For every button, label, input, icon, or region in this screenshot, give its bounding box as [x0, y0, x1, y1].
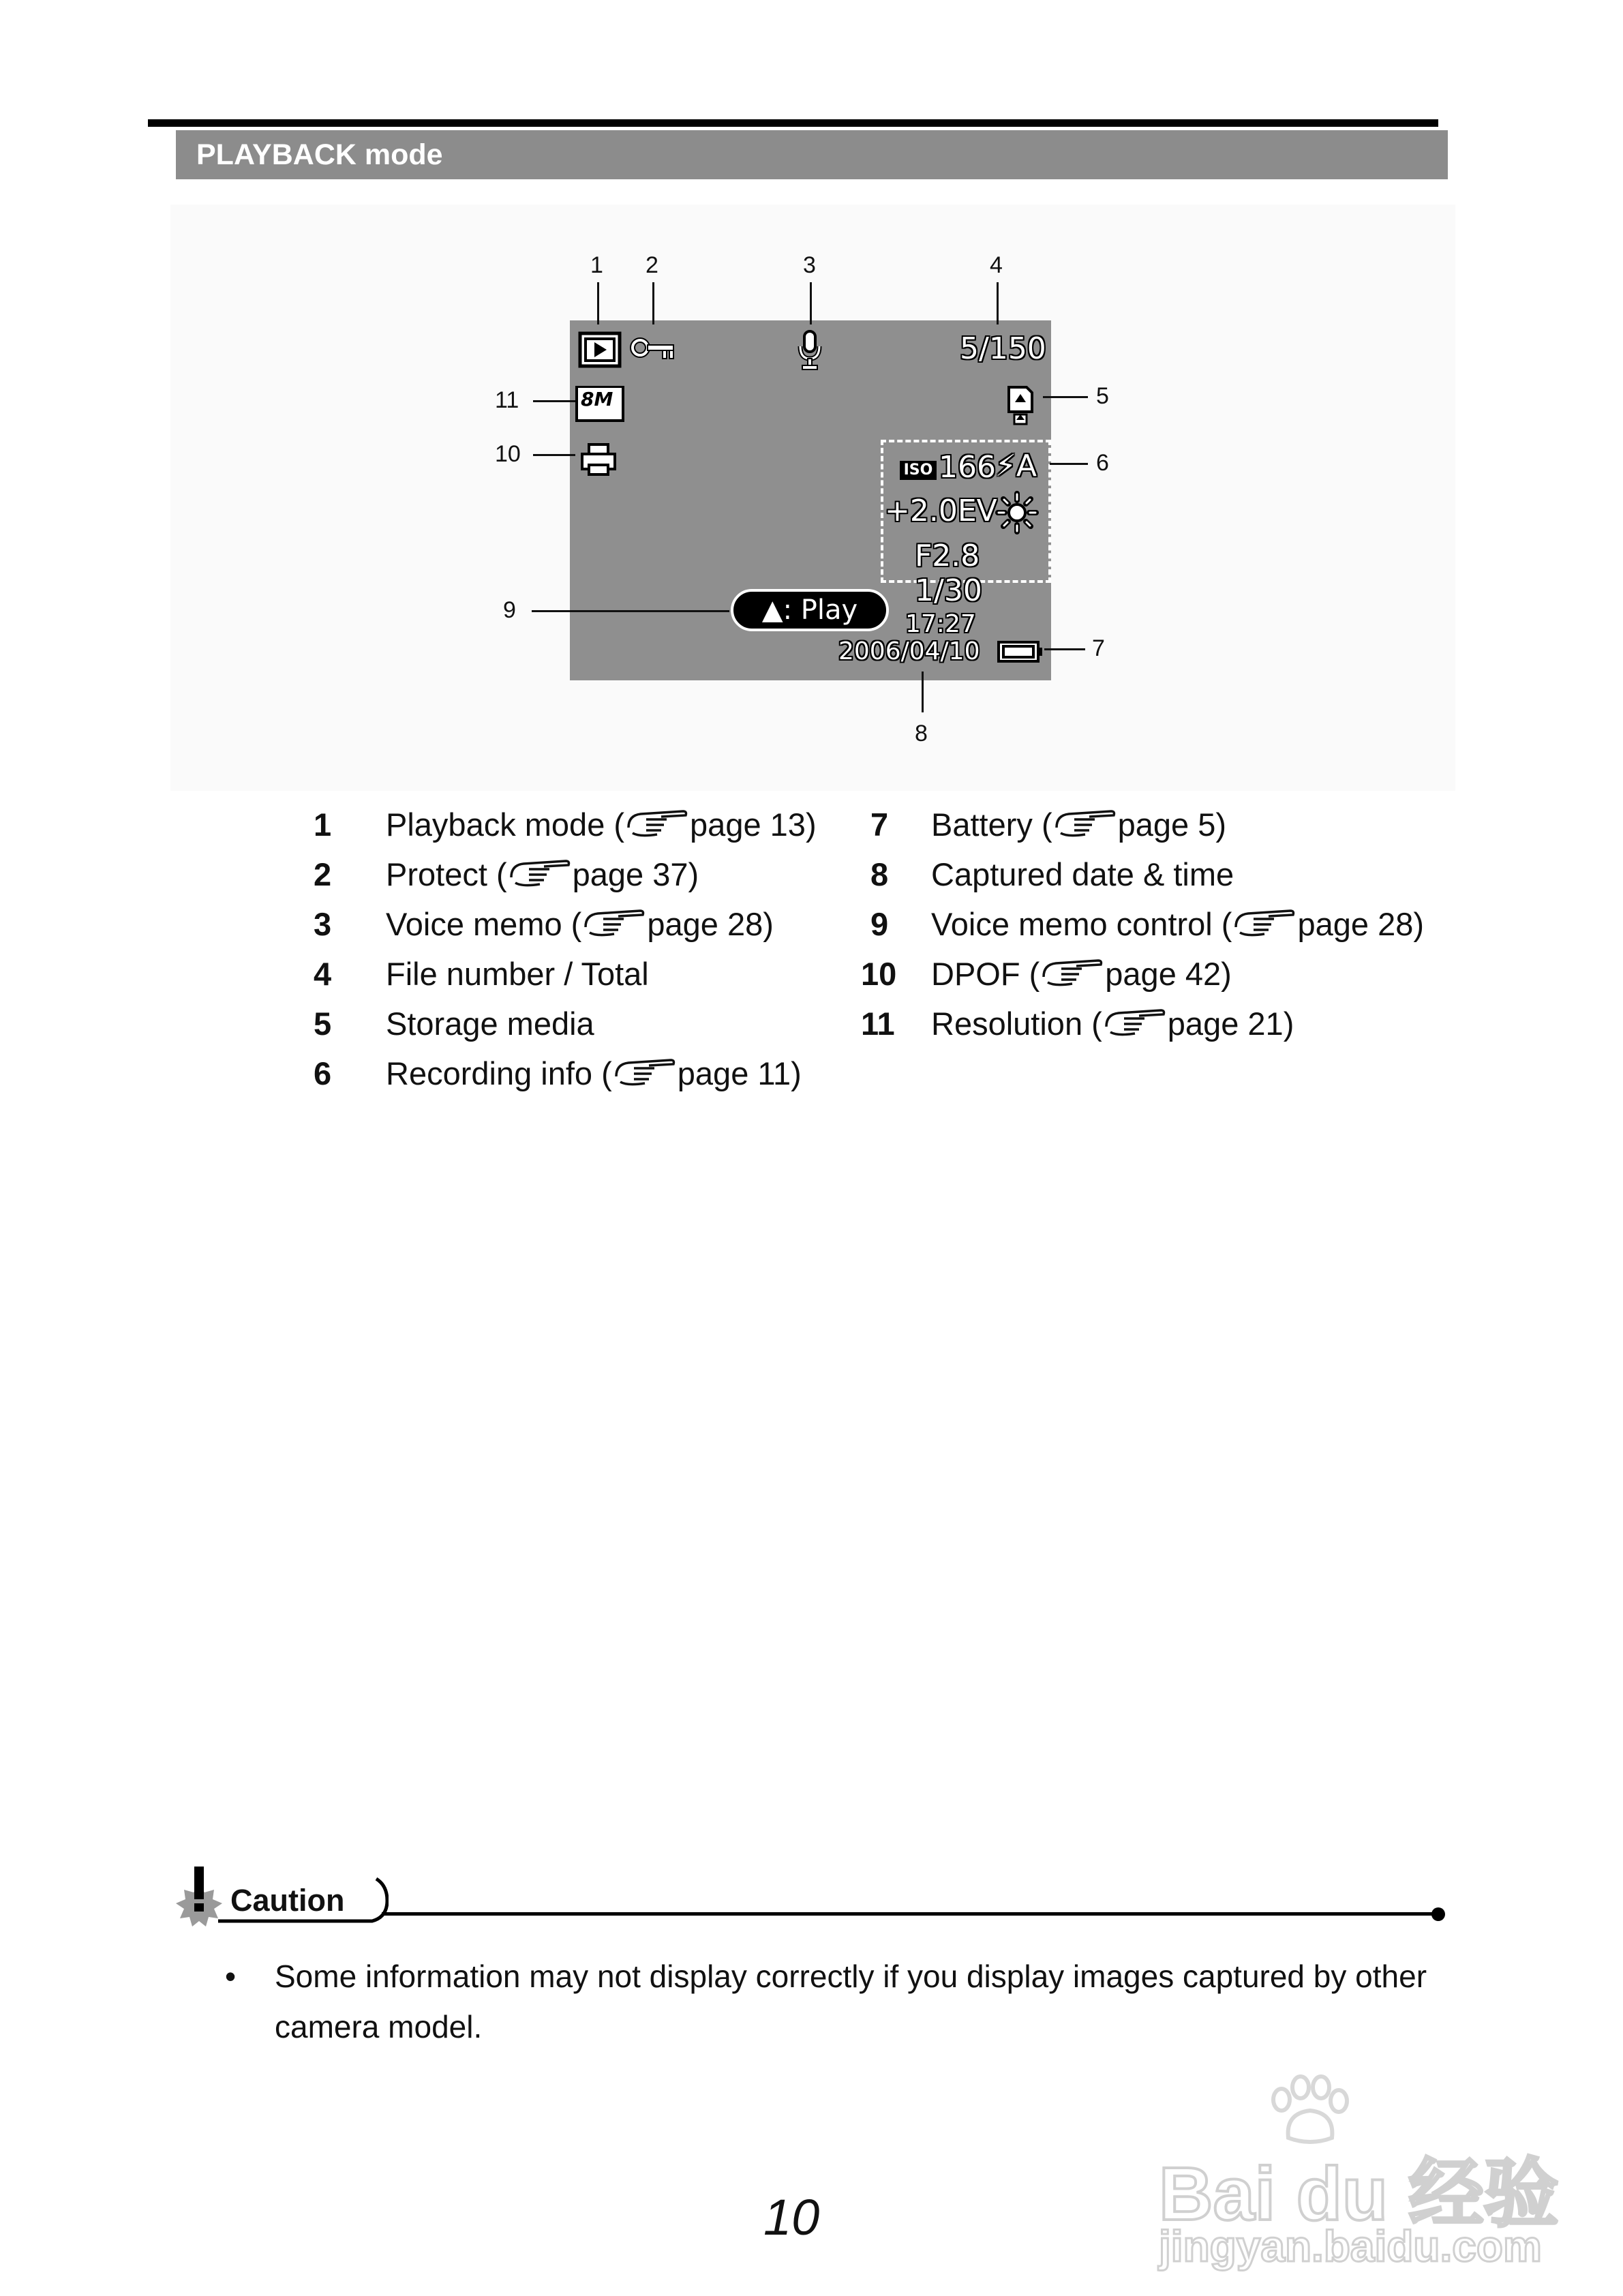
- baidu-watermark: [1159, 2072, 1568, 2277]
- legend-item-9: Voice memo control ( page 28): [931, 906, 1424, 942]
- legend-num-7: 7: [870, 806, 889, 843]
- leader-9: [532, 610, 729, 612]
- legend-item-11: Resolution ( page 21): [931, 1006, 1294, 1042]
- leader-6: [1050, 463, 1088, 465]
- legend-item-7: Battery ( page 5): [931, 806, 1227, 843]
- callout-11: 11: [495, 387, 519, 413]
- legend-num-1: 1: [314, 806, 332, 843]
- legend-num-8: 8: [870, 856, 889, 892]
- caution-tab-curve: [218, 1876, 389, 1924]
- callout-2: 2: [646, 252, 658, 278]
- legend-item-3: Voice memo ( page 28): [386, 906, 774, 942]
- callout-8: 8: [915, 721, 928, 746]
- voice-memo-play-control: [731, 589, 889, 631]
- exposure-value: +2.0EV: [885, 494, 997, 528]
- white-balance-sun-icon: [995, 491, 1039, 534]
- callout-10: 10: [495, 441, 521, 467]
- page-reference-hand-icon: [583, 907, 646, 938]
- page-reference-hand-icon: [1054, 807, 1117, 839]
- leader-3: [810, 282, 812, 324]
- caution-body: Some information may not display correctly if you display images captured by other camera model.: [275, 1959, 1427, 2044]
- flash-mode: ⚡A: [995, 449, 1037, 483]
- legend-item-10: DPOF ( page 42): [931, 956, 1232, 992]
- page-reference-hand-icon: [626, 807, 688, 839]
- leader-5: [1043, 396, 1088, 398]
- legend-item-6: Recording info ( page 11): [386, 1055, 802, 1091]
- legend-item-1: Playback mode ( page 13): [386, 806, 817, 843]
- aperture-shutter: F2.8 1/30: [915, 539, 982, 608]
- callout-7: 7: [1092, 635, 1105, 661]
- legend-item-8: Captured date & time: [931, 856, 1234, 892]
- leader-2: [652, 282, 654, 324]
- leader-7: [1044, 648, 1085, 650]
- leader-8: [922, 671, 924, 712]
- storage-media-icon: [1005, 384, 1036, 425]
- iso-value: 166: [939, 450, 996, 485]
- page-reference-hand-icon: [613, 1056, 676, 1087]
- protect-key-icon: [630, 335, 678, 363]
- page-number: 10: [763, 2189, 820, 2246]
- leader-1: [597, 282, 599, 324]
- page-reference-hand-icon: [1041, 956, 1104, 988]
- legend-num-10: 10: [861, 956, 897, 992]
- legend-num-5: 5: [314, 1006, 332, 1042]
- callout-1: 1: [590, 252, 603, 278]
- page-reference-hand-icon: [1233, 907, 1296, 938]
- dpof-printer-icon: [579, 442, 618, 477]
- callout-5: 5: [1096, 383, 1109, 409]
- legend-num-11: 11: [861, 1006, 895, 1042]
- page-reference-hand-icon: [1104, 1006, 1166, 1038]
- legend-num-9: 9: [870, 906, 889, 942]
- callout-3: 3: [803, 252, 816, 278]
- section-header: [176, 130, 1448, 179]
- iso-label: ISO: [903, 462, 933, 479]
- watermark-url: jingyan.baidu.com: [1159, 2222, 1542, 2271]
- voice-memo-microphone-icon: [796, 329, 823, 371]
- caution-rule: [382, 1912, 1438, 1916]
- legend-num-2: 2: [314, 856, 332, 892]
- legend-item-2: Protect ( page 37): [386, 856, 699, 892]
- camera-screen: [570, 320, 1051, 680]
- iso-badge: [900, 461, 937, 480]
- legend-num-3: 3: [314, 906, 332, 942]
- legend-item-5: Storage media: [386, 1006, 594, 1042]
- leader-10: [533, 454, 575, 456]
- callout-6: 6: [1096, 450, 1109, 476]
- watermark-brand: Bai du 经验: [1159, 2152, 1559, 2236]
- capture-time: 17:27: [905, 610, 976, 638]
- legend-item-4: File number / Total: [386, 956, 649, 992]
- section-title: PLAYBACK mode: [196, 138, 443, 171]
- play-control-label: ▲: Play: [761, 594, 858, 626]
- capture-date: 2006/04/10: [838, 637, 980, 665]
- caution-rule-end-dot: [1431, 1907, 1445, 1921]
- callout-9: 9: [503, 597, 516, 623]
- caution-bullet: •: [225, 1959, 237, 1994]
- leader-4: [997, 282, 999, 324]
- page-reference-hand-icon: [509, 857, 571, 888]
- callout-4: 4: [990, 252, 1003, 278]
- top-rule: [148, 119, 1438, 127]
- legend-num-4: 4: [314, 956, 332, 992]
- file-counter: 5/150: [960, 331, 1046, 366]
- battery-icon: [997, 639, 1044, 664]
- playback-mode-icon: [578, 331, 622, 368]
- resolution-icon: [575, 386, 624, 422]
- legend-num-6: 6: [314, 1055, 332, 1091]
- resolution-label: 8M: [581, 388, 613, 410]
- caution-title: Caution: [230, 1883, 345, 1918]
- leader-11: [533, 400, 575, 402]
